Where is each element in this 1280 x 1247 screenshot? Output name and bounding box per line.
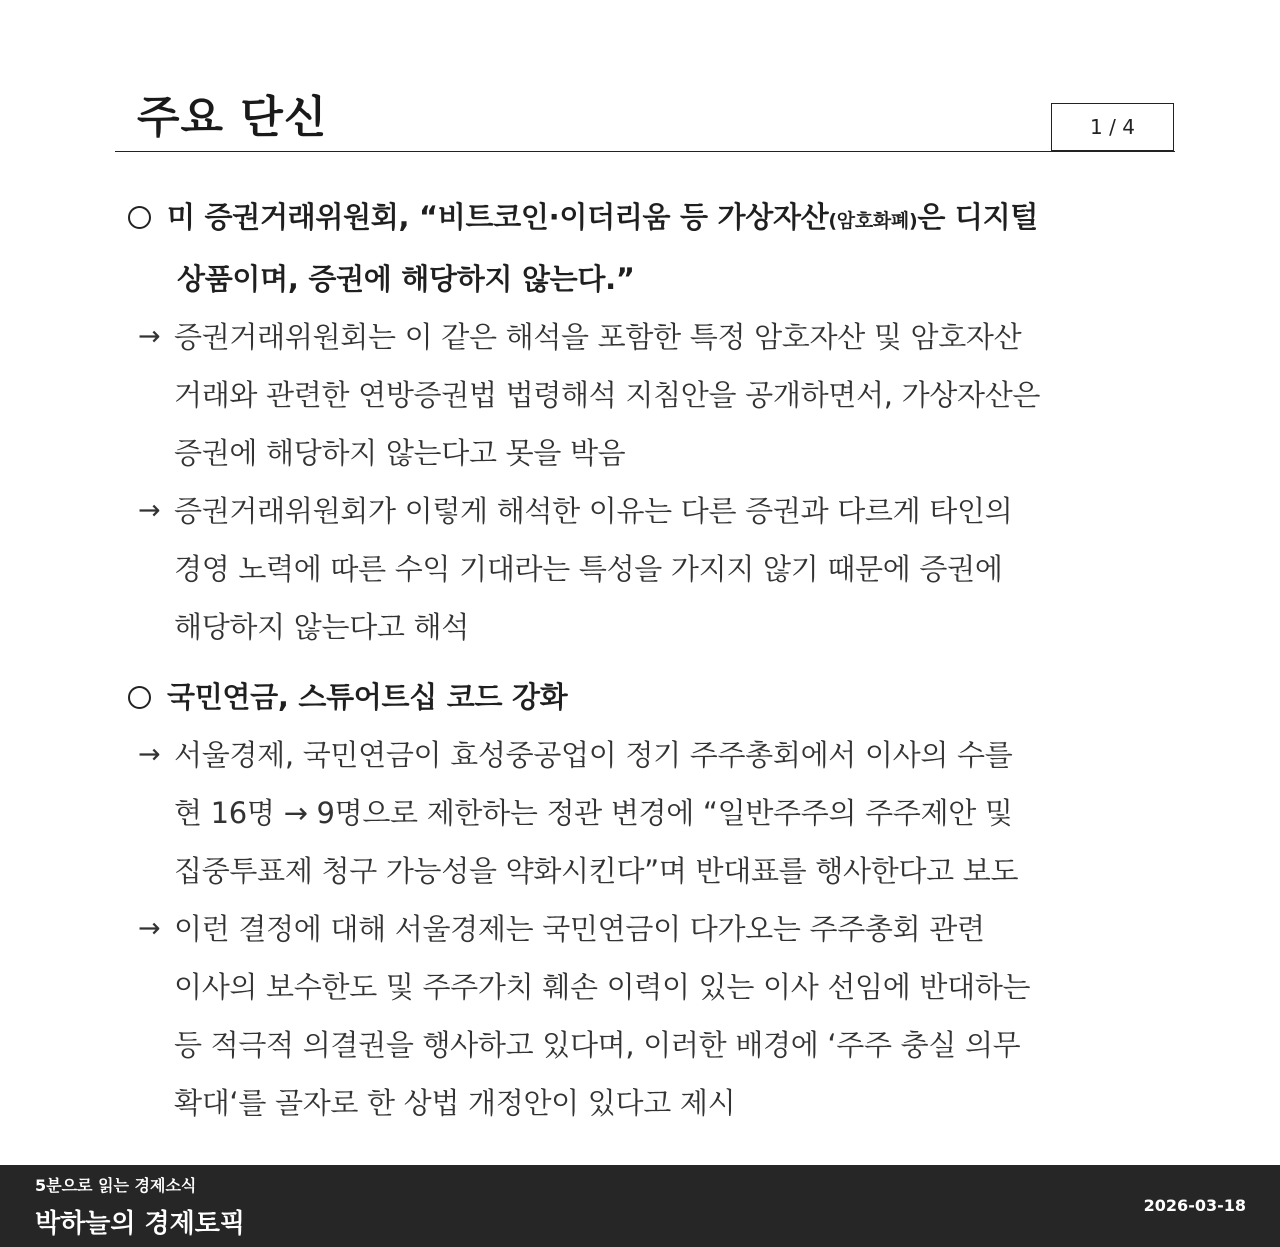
arrow-right-icon: → (138, 913, 161, 944)
detail-line: 이사의 보수한도 및 주주가치 훼손 이력이 있는 이사 선임에 반대하는 (174, 970, 1031, 1004)
headline-line: 상품이며, 증권에 해당하지 않는다.” (177, 262, 635, 296)
detail-line: 현 16명 → 9명으로 제한하는 정관 변경에 “일반주주의 주주제안 및 (174, 796, 1013, 830)
detail-line: 등 적극적 의결권을 행사하고 있다며, 이러한 배경에 ‘주주 충실 의무 (174, 1028, 1021, 1062)
detail-line: 경영 노력에 따른 수익 기대라는 특성을 가지지 않기 때문에 증권에 (174, 552, 1003, 586)
news-item-1 (128, 188, 1176, 656)
detail-line: 증권거래위원회가 이렇게 해석한 이유는 다른 증권과 다르게 타인의 (174, 494, 1013, 528)
title-divider (115, 151, 1175, 152)
detail-line: 거래와 관련한 연방증권법 법령해석 지침안을 공개하면서, 가상자산은 (174, 378, 1041, 412)
news-detail (138, 308, 1176, 482)
footer-title: 박하늘의 경제토픽 (35, 1209, 245, 1239)
arrow-right-icon: → (138, 321, 161, 352)
footer-date: 2026-03-18 (1143, 1196, 1246, 1215)
news-detail (138, 900, 1176, 1132)
headline-text-part: 미 증권거래위원회, “비트코인·이더리움 등 가상자산 (167, 200, 829, 234)
headline-line: 국민연금, 스튜어트십 코드 강화 (167, 680, 568, 714)
arrow-right-icon: → (138, 495, 161, 526)
detail-line: 이런 결정에 대해 서울경제는 국민연금이 다가오는 주주총회 관련 (174, 912, 985, 946)
news-item-2 (128, 668, 1176, 1132)
page-indicator: 1 / 4 (1051, 103, 1174, 151)
detail-line: 해당하지 않는다고 해석 (174, 610, 469, 644)
detail-line: 증권에 해당하지 않는다고 못을 박음 (174, 436, 626, 470)
headline-text-part: 은 디지털 (917, 200, 1039, 234)
news-headline (128, 668, 1176, 726)
news-headline (128, 188, 1176, 308)
footer-bar (0, 1165, 1280, 1247)
page-title: 주요 단신 (137, 92, 328, 143)
news-content (128, 188, 1176, 1132)
headline-line (167, 188, 1176, 250)
news-detail (138, 726, 1176, 900)
news-detail (138, 482, 1176, 656)
circle-bullet-icon (128, 206, 151, 229)
headline-small-text: (암호화폐) (828, 210, 918, 232)
arrow-right-icon: → (138, 739, 161, 770)
detail-line: 서울경제, 국민연금이 효성중공업이 정기 주주총회에서 이사의 수를 (174, 738, 1013, 772)
footer-subtitle: 5분으로 읽는 경제소식 (35, 1176, 197, 1195)
circle-bullet-icon (128, 686, 151, 709)
detail-line: 증권거래위원회는 이 같은 해석을 포함한 특정 암호자산 및 암호자산 (174, 320, 1022, 354)
detail-line: 집중투표제 청구 가능성을 약화시킨다”며 반대표를 행사한다고 보도 (174, 854, 1019, 888)
detail-line: 확대‘를 골자로 한 상법 개정안이 있다고 제시 (174, 1086, 736, 1120)
